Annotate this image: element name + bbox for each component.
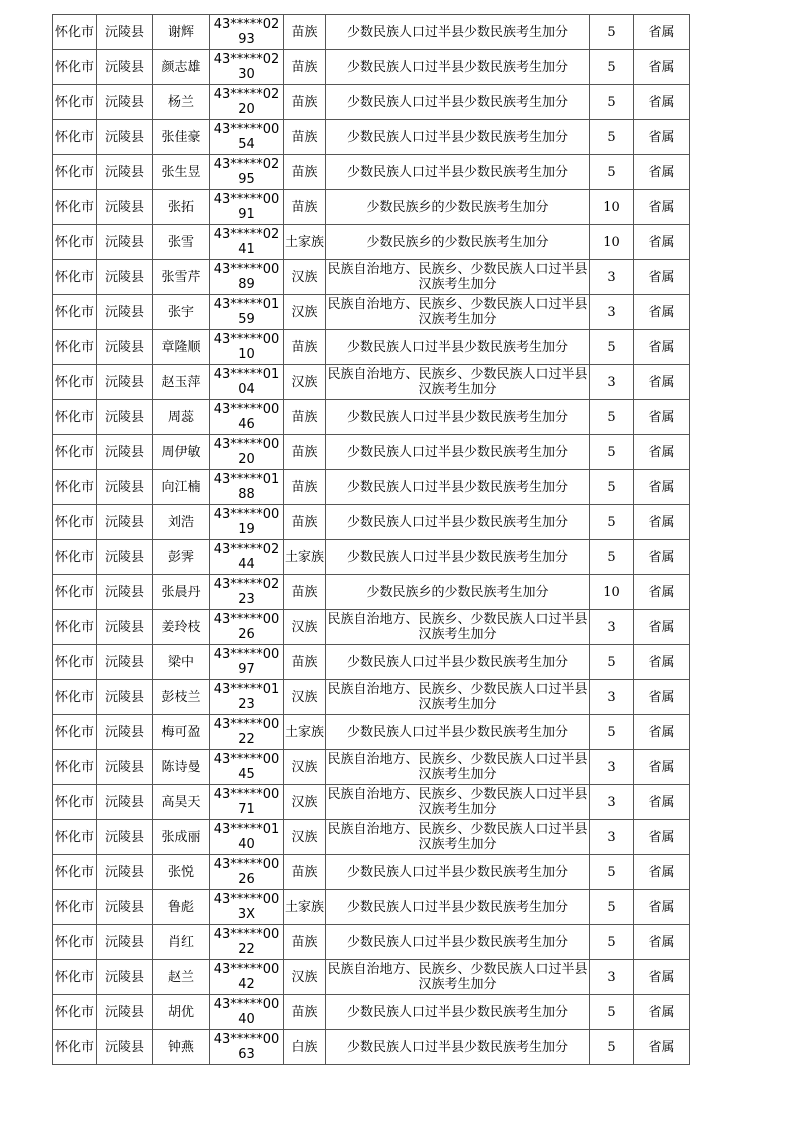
bonus-item-cell: 少数民族人口过半县少数民族考生加分: [326, 925, 590, 960]
id-number-cell: 43*****0241: [210, 225, 284, 260]
county-cell: 沅陵县: [97, 750, 153, 785]
name-cell: 高昊天: [153, 785, 210, 820]
bonus-item-cell: 少数民族人口过半县少数民族考生加分: [326, 540, 590, 575]
bonus-score-cell: 5: [590, 505, 634, 540]
city-cell: 怀化市: [53, 680, 97, 715]
county-cell: 沅陵县: [97, 505, 153, 540]
name-cell: 章隆顺: [153, 330, 210, 365]
name-cell: 杨兰: [153, 85, 210, 120]
bonus-score-cell: 3: [590, 680, 634, 715]
id-number-cell: 43*****0220: [210, 85, 284, 120]
county-cell: 沅陵县: [97, 890, 153, 925]
name-cell: 谢辉: [153, 15, 210, 50]
level-cell: 省属: [634, 155, 690, 190]
name-cell: 肖红: [153, 925, 210, 960]
level-cell: 省属: [634, 470, 690, 505]
table-row: [53, 575, 690, 610]
name-cell: 张拓: [153, 190, 210, 225]
ethnicity-cell: 汉族: [284, 785, 326, 820]
city-cell: 怀化市: [53, 225, 97, 260]
name-cell: 张成丽: [153, 820, 210, 855]
id-number-cell: 43*****0091: [210, 190, 284, 225]
ethnicity-cell: 汉族: [284, 610, 326, 645]
ethnicity-cell: 苗族: [284, 50, 326, 85]
city-cell: 怀化市: [53, 785, 97, 820]
id-number-cell: 43*****0020: [210, 435, 284, 470]
city-cell: 怀化市: [53, 645, 97, 680]
table-row: [53, 680, 690, 715]
name-cell: 张佳豪: [153, 120, 210, 155]
city-cell: 怀化市: [53, 925, 97, 960]
bonus-item-cell: 少数民族人口过半县少数民族考生加分: [326, 890, 590, 925]
level-cell: 省属: [634, 645, 690, 680]
ethnicity-cell: 土家族: [284, 890, 326, 925]
bonus-score-cell: 3: [590, 260, 634, 295]
name-cell: 赵玉萍: [153, 365, 210, 400]
city-cell: 怀化市: [53, 575, 97, 610]
bonus-score-cell: 5: [590, 470, 634, 505]
table-row: [53, 155, 690, 190]
bonus-score-cell: 10: [590, 575, 634, 610]
bonus-item-cell: 少数民族人口过半县少数民族考生加分: [326, 85, 590, 120]
county-cell: 沅陵县: [97, 785, 153, 820]
id-number-cell: 43*****0140: [210, 820, 284, 855]
id-number-cell: 43*****0159: [210, 295, 284, 330]
id-number-cell: 43*****0230: [210, 50, 284, 85]
city-cell: 怀化市: [53, 365, 97, 400]
table-row: [53, 785, 690, 820]
ethnicity-cell: 汉族: [284, 295, 326, 330]
level-cell: 省属: [634, 925, 690, 960]
ethnicity-cell: 苗族: [284, 995, 326, 1030]
city-cell: 怀化市: [53, 610, 97, 645]
county-cell: 沅陵县: [97, 225, 153, 260]
table-row: [53, 400, 690, 435]
level-cell: 省属: [634, 435, 690, 470]
bonus-item-cell: 民族自治地方、民族乡、少数民族人口过半县汉族考生加分: [326, 260, 590, 295]
name-cell: 张晨丹: [153, 575, 210, 610]
table-row: [53, 505, 690, 540]
county-cell: 沅陵县: [97, 855, 153, 890]
table-row: [53, 50, 690, 85]
id-number-cell: 43*****0045: [210, 750, 284, 785]
name-cell: 赵兰: [153, 960, 210, 995]
county-cell: 沅陵县: [97, 435, 153, 470]
level-cell: 省属: [634, 260, 690, 295]
id-number-cell: 43*****0071: [210, 785, 284, 820]
table-row: [53, 995, 690, 1030]
level-cell: 省属: [634, 50, 690, 85]
county-cell: 沅陵县: [97, 575, 153, 610]
table-row: [53, 365, 690, 400]
bonus-item-cell: 民族自治地方、民族乡、少数民族人口过半县汉族考生加分: [326, 295, 590, 330]
ethnicity-cell: 苗族: [284, 855, 326, 890]
city-cell: 怀化市: [53, 85, 97, 120]
bonus-item-cell: 少数民族人口过半县少数民族考生加分: [326, 155, 590, 190]
city-cell: 怀化市: [53, 820, 97, 855]
table-row: [53, 645, 690, 680]
bonus-score-cell: 5: [590, 995, 634, 1030]
bonus-score-cell: 5: [590, 715, 634, 750]
bonus-score-cell: 10: [590, 190, 634, 225]
level-cell: 省属: [634, 505, 690, 540]
name-cell: 彭霁: [153, 540, 210, 575]
county-cell: 沅陵县: [97, 400, 153, 435]
ethnicity-cell: 汉族: [284, 820, 326, 855]
county-cell: 沅陵县: [97, 85, 153, 120]
name-cell: 周伊敏: [153, 435, 210, 470]
bonus-score-cell: 5: [590, 15, 634, 50]
county-cell: 沅陵县: [97, 820, 153, 855]
id-number-cell: 43*****0022: [210, 925, 284, 960]
level-cell: 省属: [634, 715, 690, 750]
level-cell: 省属: [634, 680, 690, 715]
bonus-item-cell: 少数民族乡的少数民族考生加分: [326, 575, 590, 610]
name-cell: 钟燕: [153, 1030, 210, 1065]
city-cell: 怀化市: [53, 295, 97, 330]
county-cell: 沅陵县: [97, 365, 153, 400]
table-row: [53, 925, 690, 960]
level-cell: 省属: [634, 400, 690, 435]
id-number-cell: 43*****0188: [210, 470, 284, 505]
name-cell: 姜玲枝: [153, 610, 210, 645]
table-row: [53, 470, 690, 505]
city-cell: 怀化市: [53, 855, 97, 890]
county-cell: 沅陵县: [97, 470, 153, 505]
city-cell: 怀化市: [53, 540, 97, 575]
bonus-item-cell: 民族自治地方、民族乡、少数民族人口过半县汉族考生加分: [326, 960, 590, 995]
ethnicity-cell: 苗族: [284, 85, 326, 120]
county-cell: 沅陵县: [97, 540, 153, 575]
table-row: [53, 330, 690, 365]
name-cell: 张悦: [153, 855, 210, 890]
level-cell: 省属: [634, 540, 690, 575]
id-number-cell: 43*****0089: [210, 260, 284, 295]
bonus-item-cell: 民族自治地方、民族乡、少数民族人口过半县汉族考生加分: [326, 785, 590, 820]
bonus-item-cell: 少数民族乡的少数民族考生加分: [326, 190, 590, 225]
level-cell: 省属: [634, 15, 690, 50]
county-cell: 沅陵县: [97, 295, 153, 330]
city-cell: 怀化市: [53, 155, 97, 190]
city-cell: 怀化市: [53, 715, 97, 750]
bonus-item-cell: 少数民族人口过半县少数民族考生加分: [326, 995, 590, 1030]
bonus-score-cell: 5: [590, 85, 634, 120]
level-cell: 省属: [634, 225, 690, 260]
level-cell: 省属: [634, 190, 690, 225]
id-number-cell: 43*****0022: [210, 715, 284, 750]
bonus-points-table: [52, 14, 690, 1065]
bonus-item-cell: 少数民族人口过半县少数民族考生加分: [326, 855, 590, 890]
city-cell: 怀化市: [53, 190, 97, 225]
bonus-item-cell: 少数民族人口过半县少数民族考生加分: [326, 400, 590, 435]
table-row: [53, 190, 690, 225]
bonus-item-cell: 少数民族人口过半县少数民族考生加分: [326, 330, 590, 365]
level-cell: 省属: [634, 855, 690, 890]
bonus-score-cell: 3: [590, 365, 634, 400]
table-row: [53, 610, 690, 645]
bonus-score-cell: 10: [590, 225, 634, 260]
city-cell: 怀化市: [53, 260, 97, 295]
bonus-score-cell: 5: [590, 890, 634, 925]
bonus-item-cell: 民族自治地方、民族乡、少数民族人口过半县汉族考生加分: [326, 610, 590, 645]
id-number-cell: 43*****003X: [210, 890, 284, 925]
id-number-cell: 43*****0104: [210, 365, 284, 400]
level-cell: 省属: [634, 960, 690, 995]
bonus-item-cell: 少数民族人口过半县少数民族考生加分: [326, 505, 590, 540]
name-cell: 颜志雄: [153, 50, 210, 85]
name-cell: 彭枝兰: [153, 680, 210, 715]
level-cell: 省属: [634, 295, 690, 330]
city-cell: 怀化市: [53, 330, 97, 365]
ethnicity-cell: 苗族: [284, 120, 326, 155]
level-cell: 省属: [634, 85, 690, 120]
city-cell: 怀化市: [53, 505, 97, 540]
county-cell: 沅陵县: [97, 995, 153, 1030]
county-cell: 沅陵县: [97, 260, 153, 295]
city-cell: 怀化市: [53, 960, 97, 995]
city-cell: 怀化市: [53, 470, 97, 505]
table-row: [53, 435, 690, 470]
city-cell: 怀化市: [53, 435, 97, 470]
city-cell: 怀化市: [53, 400, 97, 435]
city-cell: 怀化市: [53, 995, 97, 1030]
id-number-cell: 43*****0010: [210, 330, 284, 365]
bonus-item-cell: 民族自治地方、民族乡、少数民族人口过半县汉族考生加分: [326, 680, 590, 715]
bonus-item-cell: 民族自治地方、民族乡、少数民族人口过半县汉族考生加分: [326, 365, 590, 400]
bonus-score-cell: 5: [590, 330, 634, 365]
bonus-item-cell: 少数民族人口过半县少数民族考生加分: [326, 50, 590, 85]
bonus-score-cell: 5: [590, 540, 634, 575]
level-cell: 省属: [634, 575, 690, 610]
ethnicity-cell: 汉族: [284, 365, 326, 400]
ethnicity-cell: 土家族: [284, 540, 326, 575]
table-row: [53, 715, 690, 750]
level-cell: 省属: [634, 1030, 690, 1065]
id-number-cell: 43*****0040: [210, 995, 284, 1030]
table-row: [53, 960, 690, 995]
city-cell: 怀化市: [53, 15, 97, 50]
ethnicity-cell: 苗族: [284, 435, 326, 470]
table-row: [53, 540, 690, 575]
bonus-score-cell: 5: [590, 645, 634, 680]
ethnicity-cell: 土家族: [284, 225, 326, 260]
level-cell: 省属: [634, 365, 690, 400]
city-cell: 怀化市: [53, 750, 97, 785]
county-cell: 沅陵县: [97, 610, 153, 645]
level-cell: 省属: [634, 785, 690, 820]
name-cell: 刘浩: [153, 505, 210, 540]
name-cell: 张生昱: [153, 155, 210, 190]
bonus-score-cell: 3: [590, 785, 634, 820]
bonus-score-cell: 3: [590, 610, 634, 645]
bonus-score-cell: 3: [590, 960, 634, 995]
ethnicity-cell: 苗族: [284, 15, 326, 50]
ethnicity-cell: 汉族: [284, 260, 326, 295]
city-cell: 怀化市: [53, 120, 97, 155]
county-cell: 沅陵县: [97, 120, 153, 155]
county-cell: 沅陵县: [97, 680, 153, 715]
bonus-score-cell: 5: [590, 925, 634, 960]
ethnicity-cell: 苗族: [284, 925, 326, 960]
bonus-score-cell: 5: [590, 120, 634, 155]
bonus-item-cell: 少数民族人口过半县少数民族考生加分: [326, 470, 590, 505]
ethnicity-cell: 苗族: [284, 155, 326, 190]
table-row: [53, 820, 690, 855]
table-row: [53, 85, 690, 120]
ethnicity-cell: 苗族: [284, 330, 326, 365]
ethnicity-cell: 苗族: [284, 575, 326, 610]
name-cell: 向江楠: [153, 470, 210, 505]
county-cell: 沅陵县: [97, 50, 153, 85]
bonus-score-cell: 3: [590, 820, 634, 855]
city-cell: 怀化市: [53, 50, 97, 85]
level-cell: 省属: [634, 995, 690, 1030]
ethnicity-cell: 苗族: [284, 505, 326, 540]
county-cell: 沅陵县: [97, 1030, 153, 1065]
bonus-item-cell: 少数民族人口过半县少数民族考生加分: [326, 715, 590, 750]
ethnicity-cell: 汉族: [284, 750, 326, 785]
id-number-cell: 43*****0063: [210, 1030, 284, 1065]
ethnicity-cell: 苗族: [284, 400, 326, 435]
id-number-cell: 43*****0019: [210, 505, 284, 540]
table-row: [53, 225, 690, 260]
bonus-score-cell: 3: [590, 295, 634, 330]
level-cell: 省属: [634, 120, 690, 155]
bonus-item-cell: 民族自治地方、民族乡、少数民族人口过半县汉族考生加分: [326, 820, 590, 855]
level-cell: 省属: [634, 890, 690, 925]
county-cell: 沅陵县: [97, 645, 153, 680]
bonus-score-cell: 5: [590, 50, 634, 85]
bonus-score-cell: 5: [590, 400, 634, 435]
bonus-item-cell: 少数民族人口过半县少数民族考生加分: [326, 120, 590, 155]
ethnicity-cell: 土家族: [284, 715, 326, 750]
name-cell: 张雪: [153, 225, 210, 260]
id-number-cell: 43*****0293: [210, 15, 284, 50]
table-row: [53, 295, 690, 330]
id-number-cell: 43*****0097: [210, 645, 284, 680]
id-number-cell: 43*****0223: [210, 575, 284, 610]
level-cell: 省属: [634, 750, 690, 785]
id-number-cell: 43*****0042: [210, 960, 284, 995]
name-cell: 周蕊: [153, 400, 210, 435]
bonus-score-cell: 3: [590, 750, 634, 785]
name-cell: 梅可盈: [153, 715, 210, 750]
bonus-item-cell: 民族自治地方、民族乡、少数民族人口过半县汉族考生加分: [326, 750, 590, 785]
county-cell: 沅陵县: [97, 15, 153, 50]
bonus-score-cell: 5: [590, 435, 634, 470]
name-cell: 鲁彪: [153, 890, 210, 925]
name-cell: 张雪芹: [153, 260, 210, 295]
city-cell: 怀化市: [53, 1030, 97, 1065]
county-cell: 沅陵县: [97, 925, 153, 960]
bonus-item-cell: 少数民族人口过半县少数民族考生加分: [326, 645, 590, 680]
name-cell: 陈诗曼: [153, 750, 210, 785]
county-cell: 沅陵县: [97, 715, 153, 750]
ethnicity-cell: 汉族: [284, 960, 326, 995]
city-cell: 怀化市: [53, 890, 97, 925]
name-cell: 梁中: [153, 645, 210, 680]
table-row: [53, 15, 690, 50]
bonus-item-cell: 少数民族人口过半县少数民族考生加分: [326, 15, 590, 50]
level-cell: 省属: [634, 820, 690, 855]
name-cell: 张宇: [153, 295, 210, 330]
county-cell: 沅陵县: [97, 330, 153, 365]
level-cell: 省属: [634, 610, 690, 645]
county-cell: 沅陵县: [97, 190, 153, 225]
table-row: [53, 855, 690, 890]
county-cell: 沅陵县: [97, 960, 153, 995]
id-number-cell: 43*****0244: [210, 540, 284, 575]
ethnicity-cell: 苗族: [284, 190, 326, 225]
table-row: [53, 260, 690, 295]
table-row: [53, 750, 690, 785]
id-number-cell: 43*****0054: [210, 120, 284, 155]
id-number-cell: 43*****0046: [210, 400, 284, 435]
ethnicity-cell: 苗族: [284, 470, 326, 505]
county-cell: 沅陵县: [97, 155, 153, 190]
id-number-cell: 43*****0026: [210, 855, 284, 890]
name-cell: 胡优: [153, 995, 210, 1030]
level-cell: 省属: [634, 330, 690, 365]
bonus-score-cell: 5: [590, 1030, 634, 1065]
id-number-cell: 43*****0026: [210, 610, 284, 645]
id-number-cell: 43*****0123: [210, 680, 284, 715]
bonus-item-cell: 少数民族人口过半县少数民族考生加分: [326, 435, 590, 470]
table-body: [53, 15, 690, 1065]
table-row: [53, 1030, 690, 1065]
bonus-score-cell: 5: [590, 155, 634, 190]
table-row: [53, 890, 690, 925]
id-number-cell: 43*****0295: [210, 155, 284, 190]
ethnicity-cell: 苗族: [284, 645, 326, 680]
ethnicity-cell: 白族: [284, 1030, 326, 1065]
ethnicity-cell: 汉族: [284, 680, 326, 715]
bonus-item-cell: 少数民族人口过半县少数民族考生加分: [326, 1030, 590, 1065]
table-row: [53, 120, 690, 155]
bonus-score-cell: 5: [590, 855, 634, 890]
bonus-item-cell: 少数民族乡的少数民族考生加分: [326, 225, 590, 260]
